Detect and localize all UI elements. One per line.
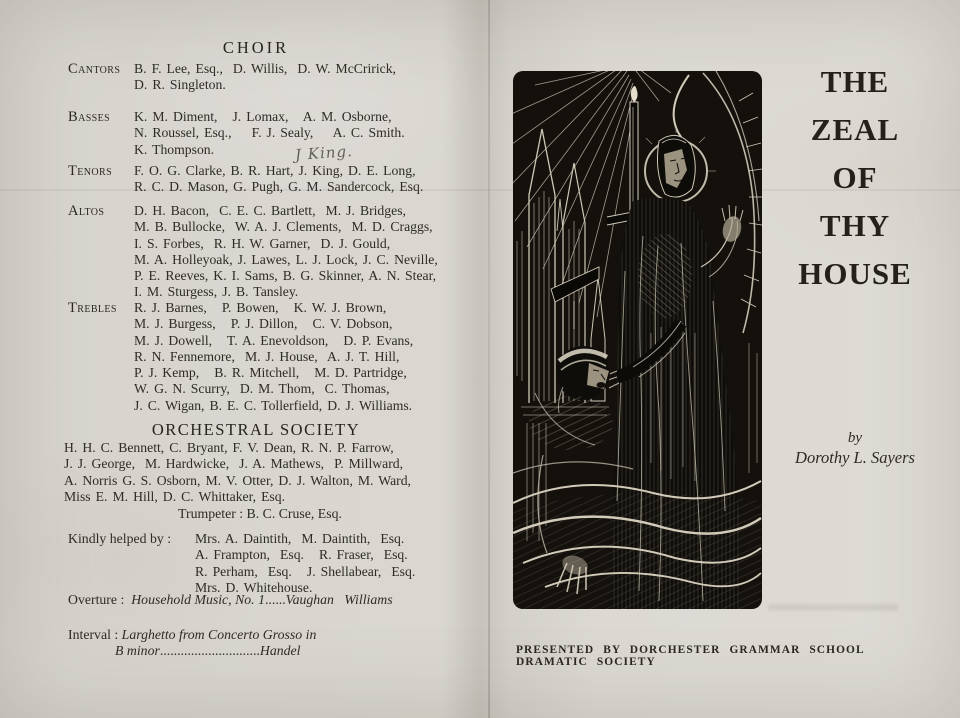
choir-section-basses [68, 109, 472, 158]
names-line: A. Frampton, Esq. R. Fraser, Esq. [195, 547, 408, 563]
trumpeter-credit: Trumpeter : B. C. Cruse, Esq. [178, 506, 342, 521]
names-line: M. J. Dowell, T. A. Enevoldson, D. P. Evans, [134, 332, 414, 348]
play-title [772, 58, 938, 298]
helpers-label: Kindly helped by : [68, 531, 172, 546]
names-line: W. G. N. Scurry, D. M. Thom, C. Thomas, [134, 381, 390, 397]
section-label: Trebles [68, 300, 117, 316]
interval-line-2 [115, 643, 468, 659]
byline-author: Dorothy L. Sayers [795, 448, 915, 467]
section-label: Basses [68, 109, 111, 125]
choir-section-tenors [68, 163, 472, 196]
interval-block [68, 627, 468, 659]
page-fold [488, 0, 490, 718]
title-line: THE [820, 64, 890, 99]
helpers-block [68, 531, 472, 596]
section-label: Altos [68, 203, 105, 219]
title-line: THY [819, 208, 891, 243]
names-line: H. H. C. Bennett, C. Bryant, F. V. Dean, R. N. P. Farrow, [64, 440, 394, 455]
section-label: Tenors [68, 163, 113, 179]
names-line: P. E. Reeves, K. I. Sams, B. G. Skinner, A. N. Stear, [134, 268, 437, 284]
names-line: M. A. Holleyoak, J. Lawes, L. J. Lock, J. C. Neville, [134, 251, 438, 267]
dot-leader: ...... [264, 592, 286, 607]
handwritten-annotation: J King. [294, 142, 354, 164]
section-names [134, 300, 472, 414]
section-names [134, 61, 472, 94]
names-line: F. O. G. Clarke, B. R. Hart, J. King, D. E. Long, [134, 163, 416, 178]
choir-section-cantors [68, 61, 472, 94]
names-line: M. J. Burgess, P. J. Dillon, C. V. Dobson, [134, 316, 393, 332]
interval-title: Larghetto from Concerto Grosso in [121, 627, 317, 642]
title-line: OF [832, 160, 878, 195]
names-line: K. Thompson. [134, 141, 215, 157]
names-line: P. J. Kemp, B. R. Mitchell, M. D. Partridge, [134, 365, 407, 381]
section-names [134, 203, 472, 301]
names-line: N. Roussel, Esq., F. J. Sealy, A. C. Smith. [134, 125, 405, 141]
byline [772, 429, 938, 469]
orchestral-society-names [64, 440, 464, 506]
names-line: J. C. Wigan, B. E. C. Tollerfield, D. J. Williams. [134, 397, 413, 413]
overture-label: Overture : [68, 592, 132, 607]
angel-head [657, 135, 695, 197]
names-line: Mrs. A. Daintith, M. Daintith, Esq. [195, 531, 405, 546]
names-line: B. F. Lee, Esq., D. Willis, D. W. McCririck, [134, 61, 396, 76]
names-line: I. S. Forbes, R. H. W. Garner, D. J. Gould, [134, 235, 391, 251]
names-line: K. M. Diment, J. Lomax, A. M. Osborne, [134, 109, 392, 124]
choir-section-altos [68, 203, 472, 301]
names-line: Mrs. D. Whitehouse. [195, 579, 313, 595]
names-line: D. H. Bacon, C. E. C. Bartlett, M. J. Bridges, [134, 203, 406, 218]
overture-title: Household Music, No. 1 [131, 592, 265, 607]
interval-composer: Handel [259, 643, 301, 658]
overture-line [68, 592, 468, 608]
title-line: ZEAL [810, 112, 900, 147]
names-line: Miss E. M. Hill, D. C. Whittaker, Esq. [64, 489, 286, 505]
byline-by: by [847, 430, 863, 446]
section-label: Cantors [68, 61, 121, 77]
names-line: A. Norris G. S. Osborn, M. V. Otter, D. J. Walton, M. Ward, [64, 472, 411, 488]
page-show-through [768, 598, 898, 618]
presented-by-credit: PRESENTED BY DORCHESTER GRAMMAR SCHOOL DRAMATIC SOCIETY [516, 644, 865, 668]
dot-leader: ............................. [159, 643, 260, 658]
blanket-hatch [513, 493, 761, 609]
helpers-names [195, 531, 472, 596]
names-line: M. B. Bullocke, W. A. J. Clements, M. D. Craggs, [134, 219, 433, 235]
overture-composer: Vaughan Williams [285, 592, 393, 607]
names-line: R. C. D. Mason, G. Pugh, G. M. Sandercock, Esq. [134, 179, 424, 195]
names-line: J. J. George, M. Hardwicke, J. A. Mathews, P. Millward, [64, 456, 404, 472]
names-line: R. N. Fennemore, M. J. House, A. J. T. Hill, [134, 348, 400, 364]
woodcut-illustration [513, 71, 762, 609]
names-line: R. Perham, Esq. J. Shellabear, Esq. [195, 563, 416, 579]
interval-label: Interval : [68, 627, 122, 642]
names-line: I. M. Sturgess, J. B. Tansley. [134, 284, 299, 300]
interval-title-2: B minor [115, 643, 160, 658]
interval-line-1 [68, 627, 468, 643]
section-names [134, 163, 472, 196]
choir-heading: CHOIR [222, 38, 290, 57]
title-line: HOUSE [798, 256, 912, 291]
orchestral-society-heading: ORCHESTRAL SOCIETY [151, 420, 361, 439]
choir-section-trebles [68, 300, 472, 414]
names-line: R. J. Barnes, P. Bowen, K. W. J. Brown, [134, 300, 387, 315]
names-line: D. R. Singleton. [134, 77, 226, 93]
